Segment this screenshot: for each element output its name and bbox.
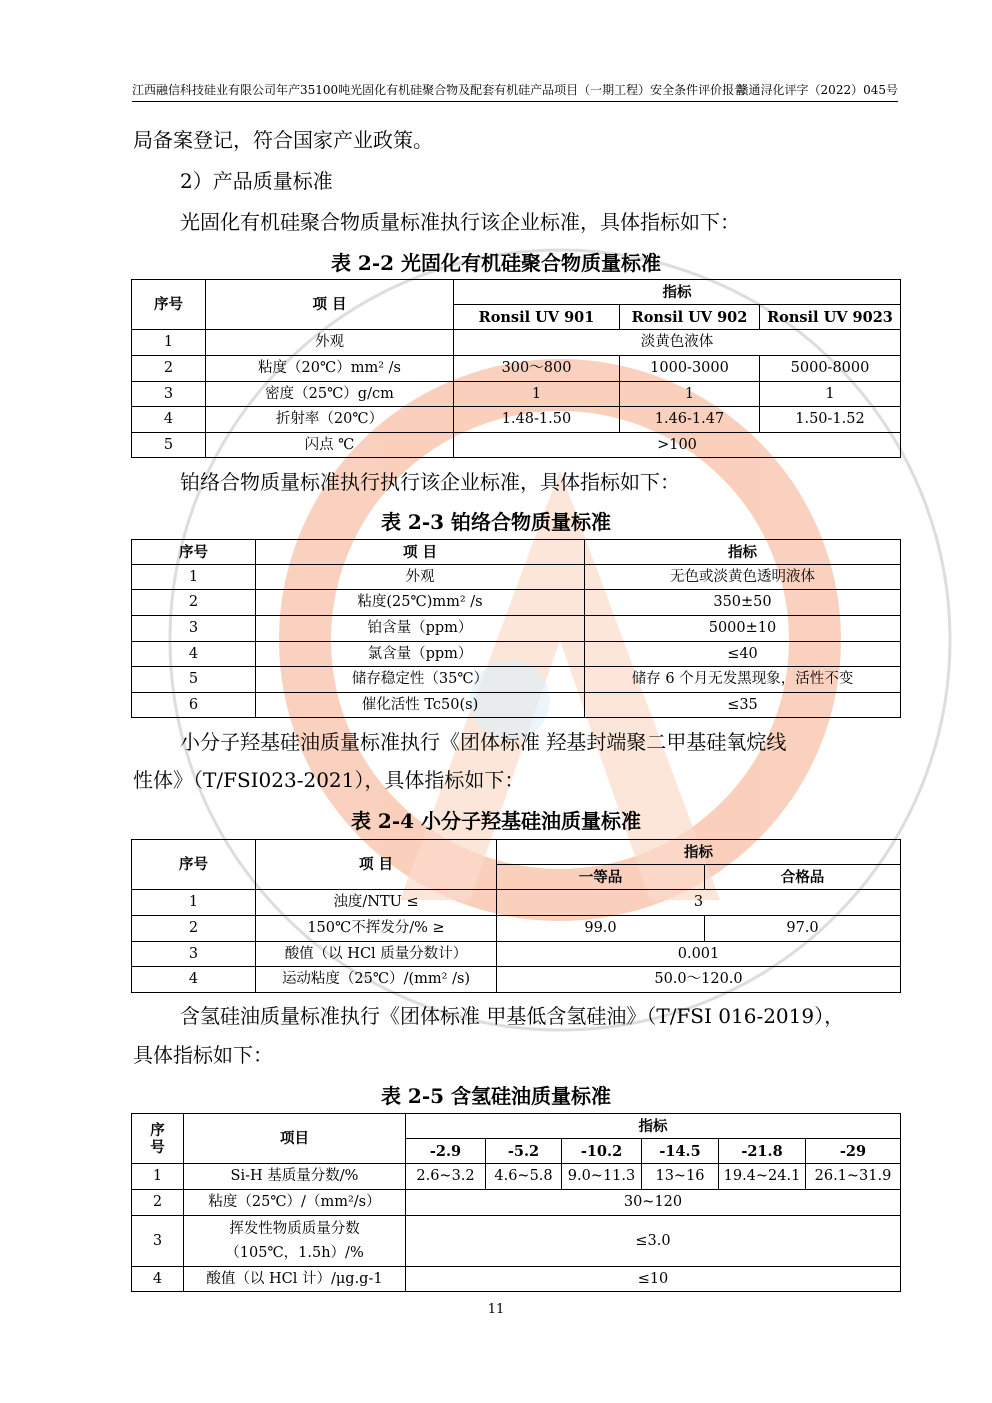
cell: 19.4~24.1: [719, 1164, 806, 1190]
cell: 2: [132, 356, 206, 382]
table-row: [132, 382, 901, 407]
cell: 粘度（25℃）/（mm²/s）: [184, 1190, 406, 1216]
table-row: [132, 356, 901, 382]
paragraph: 小分子羟基硅油质量标准执行《团体标准 羟基封端聚二甲基硅氧烷线: [180, 730, 787, 754]
table-caption: 表 2-4 小分子羟基硅油质量标准: [350, 809, 642, 833]
cell: 0.001: [497, 942, 901, 967]
paragraph: 具体指标如下：: [133, 1043, 273, 1067]
table-row: [132, 693, 901, 718]
cell: 浊度/NTU ≤: [256, 890, 497, 916]
table-row: [132, 616, 901, 642]
col-header-index: 指标: [454, 280, 901, 305]
cell: 1.50-1.52: [760, 407, 901, 433]
cell: >100: [454, 433, 901, 458]
col-header-product: Ronsil UV 901: [454, 305, 620, 330]
col-header-grade: -14.5: [642, 1139, 719, 1164]
cell: 4: [132, 407, 206, 433]
col-header-index: 指标: [497, 840, 901, 865]
cell: 酸值（以 HCl 计）/μg.g-1: [184, 1267, 406, 1292]
col-header-grade: -10.2: [562, 1139, 642, 1164]
cell: ≤3.0: [406, 1216, 901, 1267]
col-header-grade: -2.9: [406, 1139, 486, 1164]
cell: 30~120: [406, 1190, 901, 1216]
cell: 6: [132, 693, 256, 718]
table-row: [132, 1216, 901, 1267]
col-header-grade: -21.8: [719, 1139, 806, 1164]
cell: 5: [132, 667, 256, 693]
table-caption: 表 2-5 含氢硅油质量标准: [380, 1084, 612, 1108]
table-caption: 表 2-2 光固化有机硅聚合物质量标准: [330, 251, 662, 275]
cell: 储存稳定性（35℃）: [256, 667, 585, 693]
table-row: [132, 642, 901, 667]
table-row: [132, 407, 901, 433]
header-doc-number: 赣通浔化评字（2022）045号: [736, 83, 898, 97]
page-number: 11: [487, 1302, 505, 1317]
cell: 氯含量（ppm）: [256, 642, 585, 667]
cell-line: 挥发性物质质量分数: [229, 1221, 360, 1237]
cell: 1.48-1.50: [454, 407, 620, 433]
cell: 2: [132, 916, 256, 942]
col-header-no-line: 序: [150, 1121, 165, 1139]
col-header-grade: -5.2: [486, 1139, 562, 1164]
header-title: 江西融信科技硅业有限公司年产35100吨光固化有机硅聚合物及配套有机硅产品项目（一期工程）安全条件评价报告: [132, 83, 747, 97]
col-header-product: Ronsil UV 9023: [760, 305, 901, 330]
cell: 5000-8000: [760, 356, 901, 382]
cell: 1: [132, 1164, 184, 1190]
cell: ≤35: [585, 693, 901, 718]
cell: 催化活性 Tc50(s): [256, 693, 585, 718]
table-row: [132, 590, 901, 616]
cell: 闪点 ℃: [206, 433, 454, 458]
col-header-item: 项目: [184, 1114, 406, 1164]
cell: 1: [620, 382, 760, 407]
table-row: [132, 565, 901, 590]
cell: 折射率（20℃）: [206, 407, 454, 433]
col-header-item: 项 目: [256, 840, 497, 890]
table-row: [132, 1267, 901, 1292]
cell: 3: [132, 1216, 184, 1267]
cell: ≤10: [406, 1267, 901, 1292]
cell: 运动粘度（25℃）/(mm² /s): [256, 967, 497, 993]
cell: 1000-3000: [620, 356, 760, 382]
cell: 粘度（20℃）mm² /s: [206, 356, 454, 382]
col-header-item: 项 目: [206, 280, 454, 330]
cell: ≤40: [585, 642, 901, 667]
table-row: [132, 330, 901, 356]
cell: 3: [497, 890, 901, 916]
cell: 4.6~5.8: [486, 1164, 562, 1190]
col-header-no-line: 号: [150, 1138, 165, 1156]
cell: 50.0～120.0: [497, 967, 901, 993]
cell: 350±50: [585, 590, 901, 616]
cell: 5: [132, 433, 206, 458]
cell: 5000±10: [585, 616, 901, 642]
paragraph: 局备案登记，符合国家产业政策。: [133, 128, 433, 152]
table-row: [132, 1164, 901, 1190]
paragraph: 性体》（T/FSI023-2021），具体指标如下：: [133, 768, 525, 792]
cell: 1: [132, 565, 256, 590]
col-header-no: 序号: [132, 280, 206, 330]
col-header-item: 项 目: [256, 540, 585, 565]
cell: Si-H 基质量分数/%: [184, 1164, 406, 1190]
cell: 2: [132, 590, 256, 616]
col-header-no: 序号: [132, 540, 256, 565]
col-header-grade: -29: [806, 1139, 901, 1164]
table-2-4: [131, 839, 901, 993]
page-header: [132, 82, 898, 102]
cell: 2: [132, 1190, 184, 1216]
section-heading: 2）产品质量标准: [180, 169, 333, 193]
cell: 淡黄色液体: [454, 330, 901, 356]
table-2-5: [131, 1113, 901, 1292]
cell: 150℃不挥发分/% ≥: [256, 916, 497, 942]
cell: 储存 6 个月无发黑现象，活性不变: [585, 667, 901, 693]
table-row: [132, 942, 901, 967]
cell: 1: [760, 382, 901, 407]
paragraph: 铂络合物质量标准执行执行该企业标准，具体指标如下：: [180, 470, 680, 494]
table-row: [132, 667, 901, 693]
cell: 2.6~3.2: [406, 1164, 486, 1190]
table-row: [132, 916, 901, 942]
col-header-grade: 合格品: [705, 865, 901, 890]
cell: 4: [132, 642, 256, 667]
cell: 1: [132, 330, 206, 356]
cell: 3: [132, 942, 256, 967]
cell: [184, 1216, 406, 1267]
cell: 26.1~31.9: [806, 1164, 901, 1190]
cell: 1: [454, 382, 620, 407]
col-header-grade: 一等品: [497, 865, 705, 890]
table-row: [132, 967, 901, 993]
cell-line: （105℃，1.5h）/%: [225, 1245, 364, 1261]
cell: 4: [132, 967, 256, 993]
cell: 酸值（以 HCl 质量分数计）: [256, 942, 497, 967]
cell: 4: [132, 1267, 184, 1292]
cell: 1.46-1.47: [620, 407, 760, 433]
cell: 1: [132, 890, 256, 916]
cell: 300～800: [454, 356, 620, 382]
table-caption: 表 2-3 铂络合物质量标准: [380, 510, 612, 534]
table-row: [132, 890, 901, 916]
cell: 外观: [206, 330, 454, 356]
cell: 13~16: [642, 1164, 719, 1190]
table-row: [132, 1190, 901, 1216]
col-header-no: [132, 1114, 184, 1164]
col-header-no: 序号: [132, 840, 256, 890]
cell: 9.0~11.3: [562, 1164, 642, 1190]
table-2-2: [131, 279, 901, 458]
cell: 3: [132, 616, 256, 642]
col-header-index: 指标: [406, 1114, 901, 1139]
col-header-product: Ronsil UV 902: [620, 305, 760, 330]
cell: 粘度(25℃)mm² /s: [256, 590, 585, 616]
paragraph: 光固化有机硅聚合物质量标准执行该企业标准，具体指标如下：: [180, 210, 740, 234]
cell: 外观: [256, 565, 585, 590]
cell: 97.0: [705, 916, 901, 942]
table-2-3: [131, 539, 901, 718]
cell: 3: [132, 382, 206, 407]
table-row: [132, 433, 901, 458]
paragraph: 含氢硅油质量标准执行《团体标准 甲基低含氢硅油》（T/FSI 016-2019），: [180, 1004, 845, 1028]
cell: 密度（25℃）g/cm: [206, 382, 454, 407]
cell: 99.0: [497, 916, 705, 942]
cell: 无色或淡黄色透明液体: [585, 565, 901, 590]
col-header-index: 指标: [585, 540, 901, 565]
cell: 铂含量（ppm）: [256, 616, 585, 642]
